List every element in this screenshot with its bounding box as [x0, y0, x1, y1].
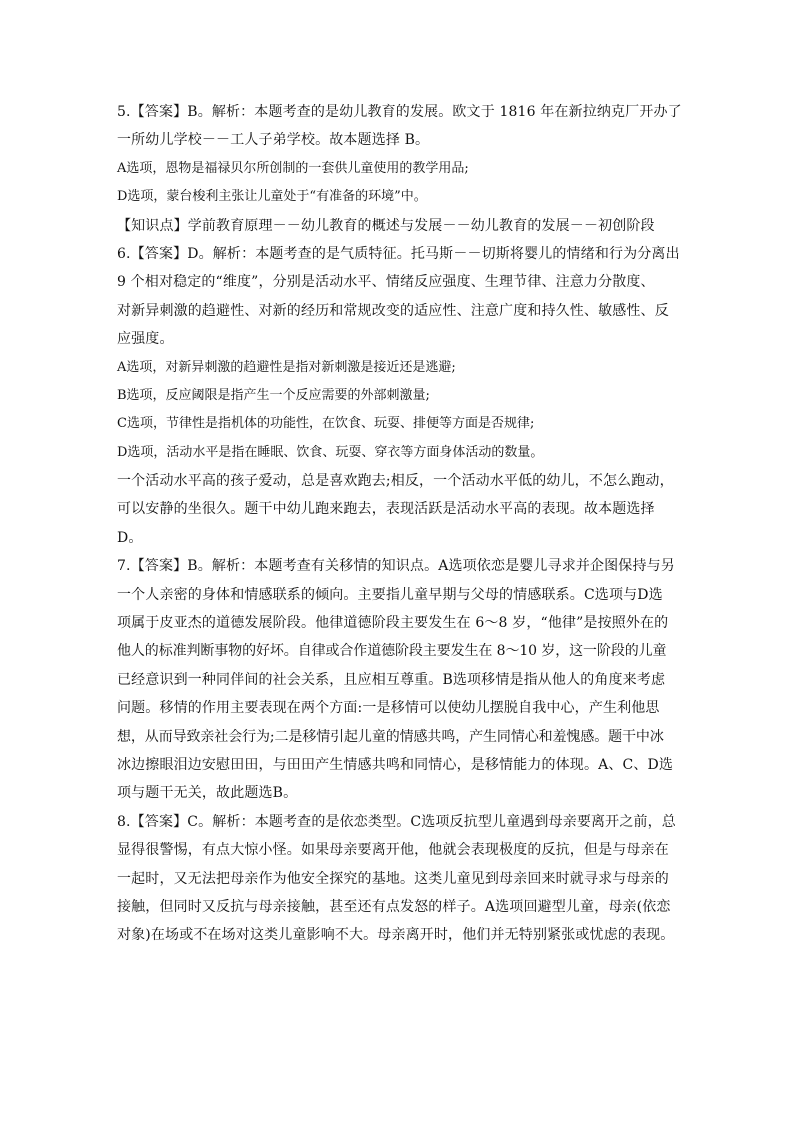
text-line: 8.【答案】C。解析：本题考查的是依恋类型。C选项反抗型儿童遇到母亲要离开之前，总 [117, 813, 676, 830]
text-line: D选项，活动水平是指在睡眠、饮食、玩耍、穿衣等方面身体活动的数量。 [117, 444, 544, 460]
text-line: 已经意识到一种同伴间的社会关系，且应相互尊重。B选项移情是指从他人的角度来考虑 [117, 671, 666, 688]
text-line: A选项，恩物是福禄贝尔所创制的一套供儿童使用的教学用品; [117, 160, 469, 176]
text-line: 应强度。 [117, 331, 174, 348]
text-line: 冰边擦眼泪边安慰田田，与田田产生情感共鸣和同情心，是移情能力的体现。A、C、D选 [117, 756, 674, 773]
text-line: 5.【答案】B。解析：本题考查的是幼儿教育的发展。欧文于 1816 年在新拉纳克厂开办了 [117, 104, 682, 120]
text-line: 项属于皮亚杰的道德发展阶段。他律道德阶段主要发生在 6～8 岁，“他律”是按照外在的 [117, 615, 669, 632]
knowledge-point: 【知识点】学前教育原理－－幼儿教育的概述与发展－－幼儿教育的发展－－初创阶段 [117, 217, 655, 234]
text-line: 7.【答案】B。解析：本题考查有关移情的知识点。A选项依恋是婴儿寻求并企图保持与另 [117, 558, 675, 575]
text-line: A选项，对新异刺激的趋避性是指对新刺激是接近还是逃避; [117, 359, 456, 375]
text-line: 6.【答案】D。解析：本题考查的是气质特征。托马斯－－切斯将婴儿的情绪和行为分离出 [117, 245, 680, 262]
text-line: 问题。移情的作用主要表现在两个方面:一是移情可以使幼儿摆脱自我中心，产生利他思 [117, 700, 660, 717]
text-line: 对象)在场或不在场对这类儿童影响不大。母亲离开时，他们并无特别紧张或忧虑的表现。 [117, 927, 675, 944]
text-line: 一个人亲密的身体和情感联系的倾向。主要指儿童早期与父母的情感联系。C选项与D选 [117, 586, 663, 603]
text-line: 可以安静的坐很久。题干中幼儿跑来跑去，表现活跃是活动水平高的表现。故本题选择 [117, 501, 655, 518]
text-line: 他人的标准判断事物的好坏。自律或合作道德阶段主要发生在 8～10 岁，这一阶段的儿童 [117, 643, 667, 660]
text-line: 一所幼儿学校－－工人子弟学校。故本题选择 B。 [117, 132, 430, 149]
text-line: B选项，反应阈限是指产生一个反应需要的外部刺激量; [117, 387, 430, 403]
text-line: 想，从而导致亲社会行为;二是移情引起儿童的情感共鸣，产生同情心和羞愧感。题干中冰 [117, 728, 664, 745]
text-line: C选项，节律性是指机体的功能性，在饮食、玩耍、排便等方面是否规律; [117, 416, 535, 432]
answer-explanations [117, 98, 682, 950]
text-line: 接触，但同时又反抗与母亲接触，甚至还有点发怒的样子。A选项回避型儿童，母亲(依恋 [117, 898, 671, 915]
text-line: D。 [117, 529, 143, 546]
text-line: 9 个相对稳定的“维度”，分别是活动水平、情绪反应强度、生理节律、注意力分散度、 [117, 274, 655, 291]
text-line: 对新异刺激的趋避性、对新的经历和常规改变的适应性、注意广度和持久性、敏感性、反 [117, 302, 669, 319]
text-line: 项与题干无关，故此题选B。 [117, 785, 298, 802]
text-line: 一起时，又无法把母亲作为他安全探究的基地。这类儿童见到母亲回来时就寻求与母亲的 [117, 870, 669, 887]
text-line: 一个活动水平高的孩子爱动，总是喜欢跑去;相反，一个活动水平低的幼儿，不怎么跑动， [117, 473, 674, 490]
text-line: D选项，蒙台梭利主张让儿童处于“有准备的环境”中。 [117, 189, 427, 205]
text-line: 显得很警惕，有点大惊小怪。如果母亲要离开他，他就会表现极度的反抗，但是与母亲在 [117, 842, 669, 859]
